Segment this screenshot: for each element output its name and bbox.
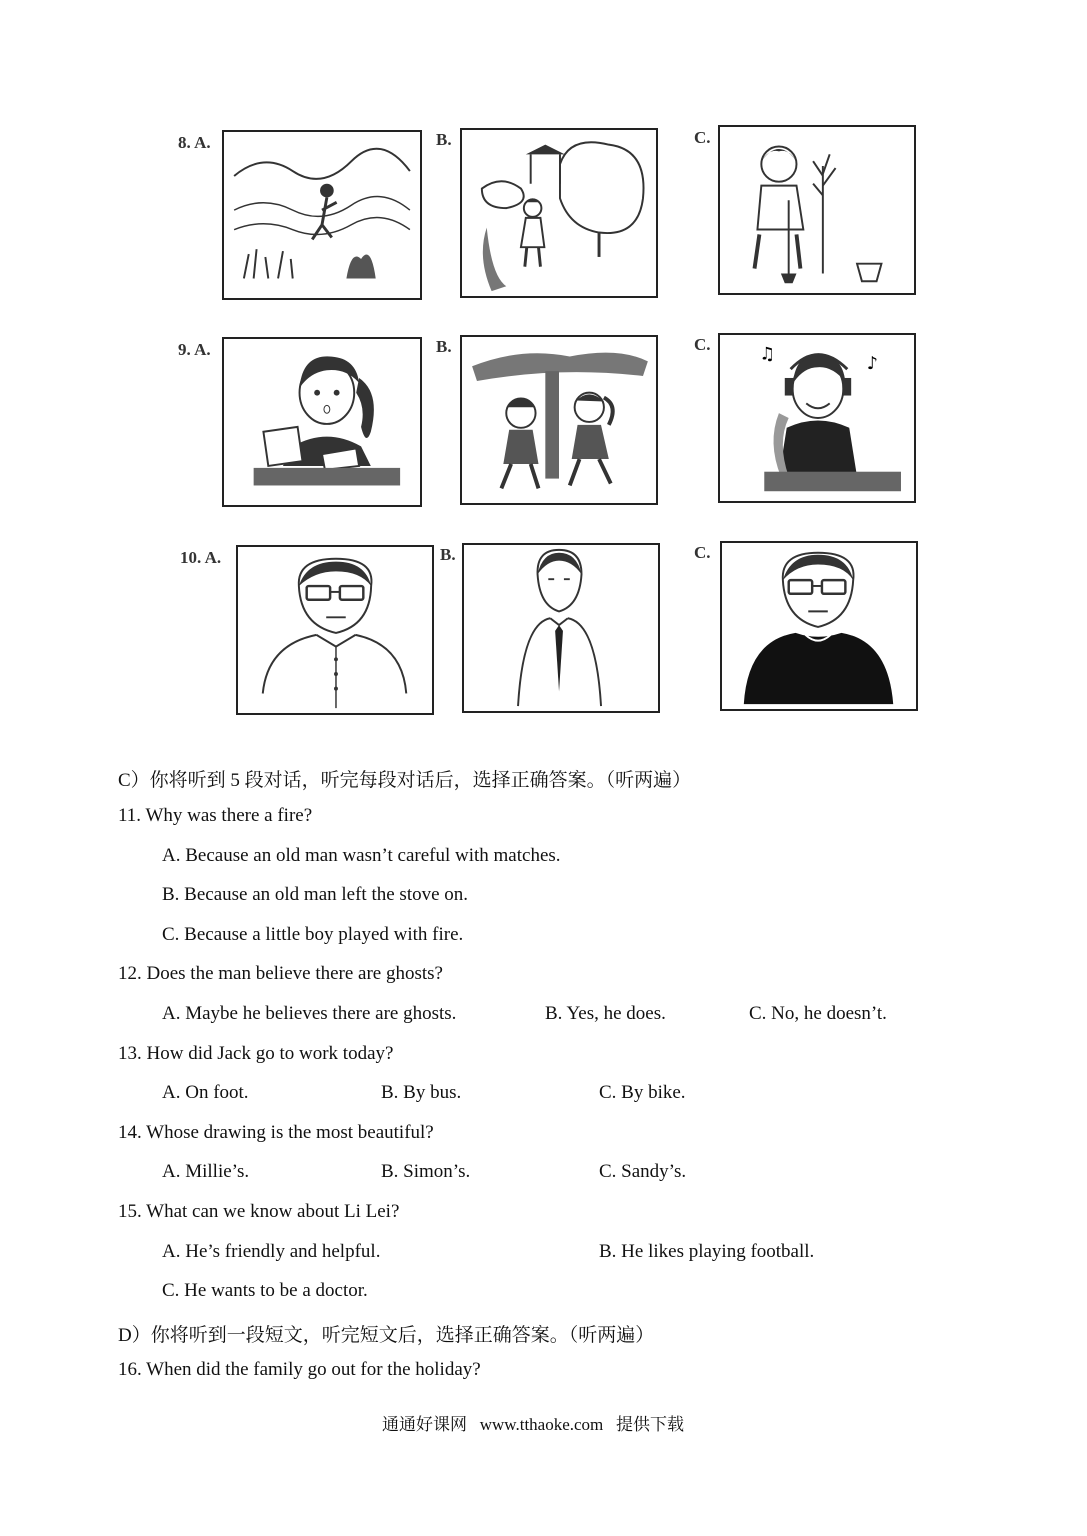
girl-planting-tree-picture: [720, 127, 914, 293]
question-9-option-a-picture[interactable]: [222, 337, 422, 507]
question-13-option-b[interactable]: B. By bus.: [381, 1082, 462, 1103]
question-8-option-b-picture[interactable]: [460, 128, 658, 298]
question-8-option-c-picture[interactable]: [718, 125, 916, 295]
question-9-number: 9. A.: [178, 340, 211, 359]
question-12-option-a[interactable]: A. Maybe he believes there are ghosts.: [162, 1003, 457, 1024]
question-13-option-a[interactable]: A. On foot.: [162, 1082, 249, 1103]
question-15-option-b[interactable]: B. He likes playing football.: [599, 1241, 815, 1262]
question-14-option-a[interactable]: A. Millie’s.: [162, 1161, 250, 1182]
girl-reading-picture: [224, 339, 420, 505]
section-c-heading: C）你将听到 5 段对话，听完每段对话后，选择正确答案。（听两遍）: [118, 770, 692, 791]
question-12-option-b[interactable]: B. Yes, he does.: [545, 1003, 666, 1024]
question-10-option-b-picture[interactable]: [462, 543, 660, 713]
question-15-option-a[interactable]: A. He’s friendly and helpful.: [162, 1241, 381, 1262]
question-8-option-c-letter: C.: [694, 128, 711, 147]
question-9-option-b-picture[interactable]: [460, 335, 658, 505]
man-tie-picture: [464, 545, 658, 711]
question-12-option-c[interactable]: C. No, he doesn’t.: [749, 1003, 887, 1024]
question-14-option-c[interactable]: C. Sandy’s.: [599, 1161, 687, 1182]
question-10-option-b-letter: B.: [440, 545, 456, 564]
footer-note: 提供下载: [616, 1415, 685, 1434]
question-9-option-b-letter: B.: [436, 337, 452, 356]
girl-listening-music-picture: [720, 335, 914, 501]
man-glasses-sweater-picture: [722, 543, 916, 709]
question-10-option-c-picture[interactable]: [720, 541, 918, 711]
svg-text:♪: ♪: [866, 354, 879, 375]
question-15-option-c[interactable]: C. He wants to be a doctor.: [162, 1280, 368, 1301]
question-16: 16. When did the family go out for the holiday?: [118, 1359, 481, 1380]
question-8-option-a-picture[interactable]: [222, 130, 422, 300]
question-13: 13. How did Jack go to work today?: [118, 1043, 394, 1064]
question-11-option-a[interactable]: A. Because an old man wasn’t careful with matches.: [162, 845, 561, 866]
question-8-option-b-letter: B.: [436, 130, 452, 149]
footer-url[interactable]: www.tthaoke.com: [479, 1415, 604, 1434]
svg-text:♫: ♫: [759, 344, 776, 365]
footer-site-name: 通通好课网: [382, 1415, 467, 1434]
question-11-option-b[interactable]: B. Because an old man left the stove on.: [162, 884, 469, 905]
question-10-number: 10. A.: [180, 548, 222, 567]
question-10-option-a-picture[interactable]: [236, 545, 434, 715]
page-footer: [382, 1410, 684, 1435]
question-10-option-c-letter: C.: [694, 543, 711, 562]
question-15: 15. What can we know about Li Lei?: [118, 1201, 400, 1222]
question-9-option-c-letter: C.: [694, 335, 711, 354]
question-11: 11. Why was there a fire?: [118, 805, 313, 826]
kids-running-picture: [462, 337, 656, 503]
question-8-number: 8. A.: [178, 133, 211, 152]
girl-in-park-picture: [462, 130, 656, 296]
question-14: 14. Whose drawing is the most beautiful?: [118, 1122, 434, 1143]
person-by-river-picture: [224, 132, 420, 298]
question-9-option-c-picture[interactable]: [718, 333, 916, 503]
section-d-heading: D）你将听到一段短文，听完短文后，选择正确答案。（听两遍）: [118, 1325, 655, 1346]
question-14-option-b[interactable]: B. Simon’s.: [381, 1161, 471, 1182]
question-13-option-c[interactable]: C. By bike.: [599, 1082, 686, 1103]
question-11-option-c[interactable]: C. Because a little boy played with fire.: [162, 924, 464, 945]
question-12: 12. Does the man believe there are ghosts?: [118, 963, 443, 984]
man-glasses-shirt-picture: [238, 547, 432, 713]
